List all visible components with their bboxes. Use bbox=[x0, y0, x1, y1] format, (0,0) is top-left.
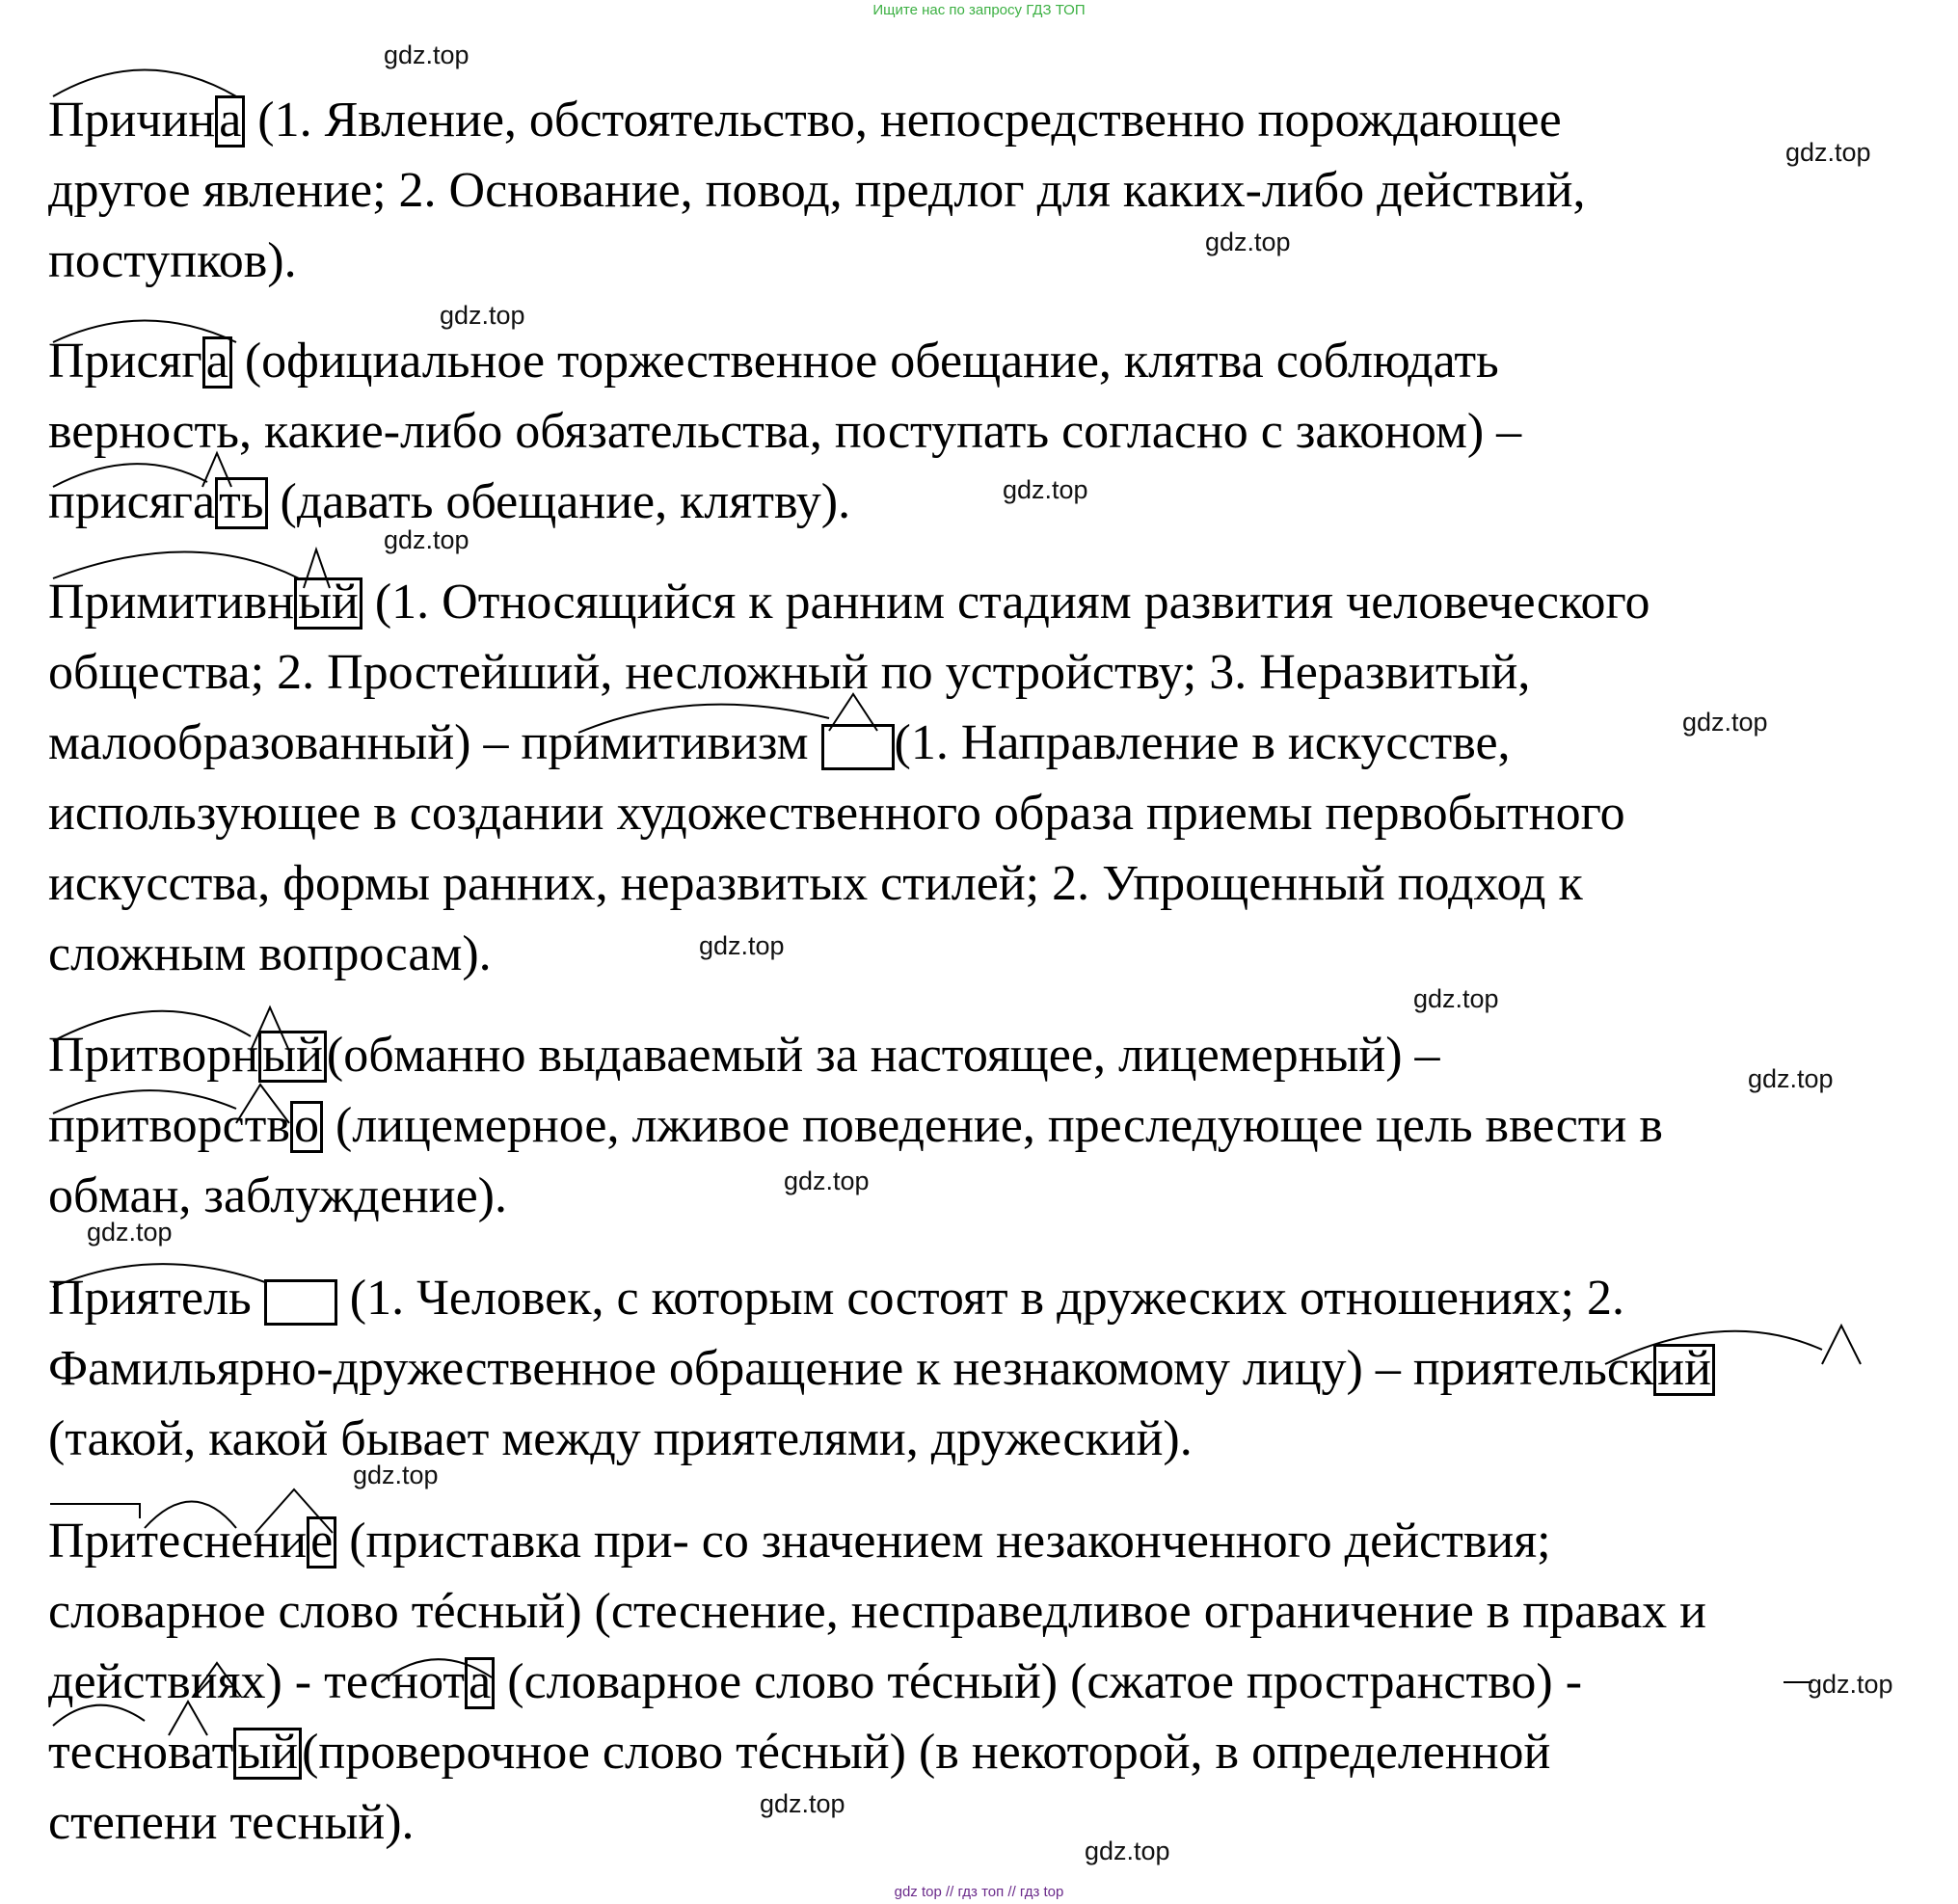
word-root: присяга bbox=[48, 474, 216, 529]
entry-line: общества; 2. Простейший, несложный по устройству; 3. Неразвитый, bbox=[48, 645, 1531, 700]
ending-box: а bbox=[202, 336, 232, 389]
entry-line: (такой, какой бывает между приятелями, дружеский). bbox=[48, 1411, 1193, 1466]
entry-prichina bbox=[48, 85, 1938, 296]
word-root: Причин bbox=[48, 93, 216, 147]
watermark: gdz.top bbox=[1085, 1837, 1170, 1865]
definition-text: (приставка при- со значением незаконченного действия; bbox=[336, 1514, 1551, 1569]
definition-text: Фамильярно-дружественное обращение к незнакомому лицу) – приятельск bbox=[48, 1341, 1654, 1396]
definition-text: малообразованный) – примитивизм bbox=[48, 715, 821, 770]
watermark: gdz.top bbox=[1808, 1670, 1893, 1699]
entry-line: верность, какие-либо обязательства, поступать согласно с законом) – bbox=[48, 404, 1522, 459]
entry-line bbox=[48, 467, 1938, 537]
definition-text: (давать обещание, клятву). bbox=[267, 474, 851, 529]
watermark: gdz.top bbox=[1785, 138, 1871, 167]
entry-line: обман, заблуждение). bbox=[48, 1168, 507, 1223]
watermark: gdz.top bbox=[699, 931, 785, 960]
word-root: тесноват bbox=[48, 1725, 234, 1780]
ending-box: ый bbox=[258, 1031, 327, 1083]
watermark: gdz.top bbox=[440, 301, 525, 330]
word-root: Примитивн bbox=[48, 575, 295, 630]
definition-text: (лицемерное, лживое поведение, преследующее цель ввести в bbox=[322, 1098, 1663, 1153]
entry-line bbox=[48, 1647, 1938, 1717]
watermark: gdz.top bbox=[784, 1167, 870, 1195]
definition-text: (1. Относящийся к ранним стадиям развития человеческого bbox=[362, 575, 1650, 630]
entry-line: другое явление; 2. Основание, повод, предлог для каких-либо действий, bbox=[48, 163, 1586, 218]
definition-text: (1. Направление в искусстве, bbox=[894, 715, 1511, 770]
watermark: gdz.top bbox=[1003, 475, 1088, 504]
entry-prisyaga bbox=[48, 326, 1938, 537]
word-root: Приятель bbox=[48, 1271, 264, 1326]
watermark: gdz.top bbox=[353, 1461, 439, 1489]
word-root: притворств bbox=[48, 1098, 290, 1153]
entry-line: сложным вопросам). bbox=[48, 926, 492, 981]
entry-line bbox=[48, 1090, 1938, 1161]
word-root: Притворн bbox=[48, 1028, 259, 1083]
ending-box: ий bbox=[1653, 1344, 1715, 1396]
entry-line bbox=[48, 1263, 1938, 1333]
entry-line: искусства, формы ранних, неразвитых стилей; 2. Упрощенный подход к bbox=[48, 856, 1583, 911]
watermark: gdz.top bbox=[1748, 1064, 1834, 1093]
ending-box: ый bbox=[294, 577, 362, 630]
ending-box: а bbox=[215, 95, 245, 147]
entry-line: словарное слово тéсный) (стеснение, несправедливое ограничение в правах и bbox=[48, 1584, 1707, 1639]
ending-box: е bbox=[307, 1516, 336, 1569]
entry-line: степени тесный). bbox=[48, 1795, 415, 1850]
ending-box: ть bbox=[215, 477, 267, 529]
entry-priyatel bbox=[48, 1263, 1938, 1474]
definition-text: действиях) - теснот bbox=[48, 1654, 466, 1709]
entry-line bbox=[48, 708, 1938, 778]
definition-text: (словарное слово тéсный) (сжатое пространство) - bbox=[495, 1654, 1583, 1709]
watermark: gdz.top bbox=[1682, 708, 1768, 737]
watermark: gdz.top bbox=[760, 1789, 845, 1818]
null-ending-box bbox=[821, 724, 895, 770]
watermark: gdz.top bbox=[384, 40, 469, 69]
entry-line: использующее в создании художественного образа приемы первобытного bbox=[48, 786, 1625, 841]
entry-line bbox=[48, 1717, 1938, 1787]
word-root: Присяг bbox=[48, 334, 202, 389]
ending-box: а bbox=[465, 1657, 495, 1709]
entry-line bbox=[48, 1333, 1938, 1404]
entry-line: поступков). bbox=[48, 233, 297, 288]
entry-primitivnyy bbox=[48, 567, 1938, 989]
entry-line bbox=[48, 567, 1938, 637]
null-ending-box bbox=[264, 1279, 337, 1326]
watermark: gdz.top bbox=[384, 525, 469, 554]
definition-text: (1. Явление, обстоятельство, непосредственно порождающее bbox=[245, 93, 1562, 147]
entry-line bbox=[48, 1020, 1938, 1090]
watermark: gdz.top bbox=[1205, 228, 1291, 256]
entry-pritesnenie bbox=[48, 1506, 1938, 1858]
definition-text: (проверочное слово тéсный) (в некоторой, в определенной bbox=[302, 1725, 1551, 1780]
definition-text: (1. Человек, с которым состоят в дружеских отношениях; 2. bbox=[336, 1271, 1624, 1326]
entry-line bbox=[48, 85, 1938, 155]
definition-text: (официальное торжественное обещание, клятва соблюдать bbox=[231, 334, 1499, 389]
search-hint-header: Ищите нас по запросу ГДЗ ТОП bbox=[872, 2, 1086, 18]
watermark: gdz.top bbox=[1413, 984, 1499, 1013]
entry-line bbox=[48, 1506, 1938, 1576]
definition-text: (обманно выдаваемый за настоящее, лицемерный) – bbox=[326, 1028, 1440, 1083]
footer-note: gdz top // гдз топ // гдз top bbox=[894, 1884, 1064, 1900]
watermark: gdz.top bbox=[87, 1218, 173, 1247]
entry-pritvornyy bbox=[48, 1020, 1938, 1231]
word-root: Притеснени bbox=[48, 1514, 308, 1569]
ending-box: ый bbox=[233, 1728, 302, 1780]
ending-box: о bbox=[290, 1101, 323, 1153]
entry-line bbox=[48, 326, 1938, 396]
